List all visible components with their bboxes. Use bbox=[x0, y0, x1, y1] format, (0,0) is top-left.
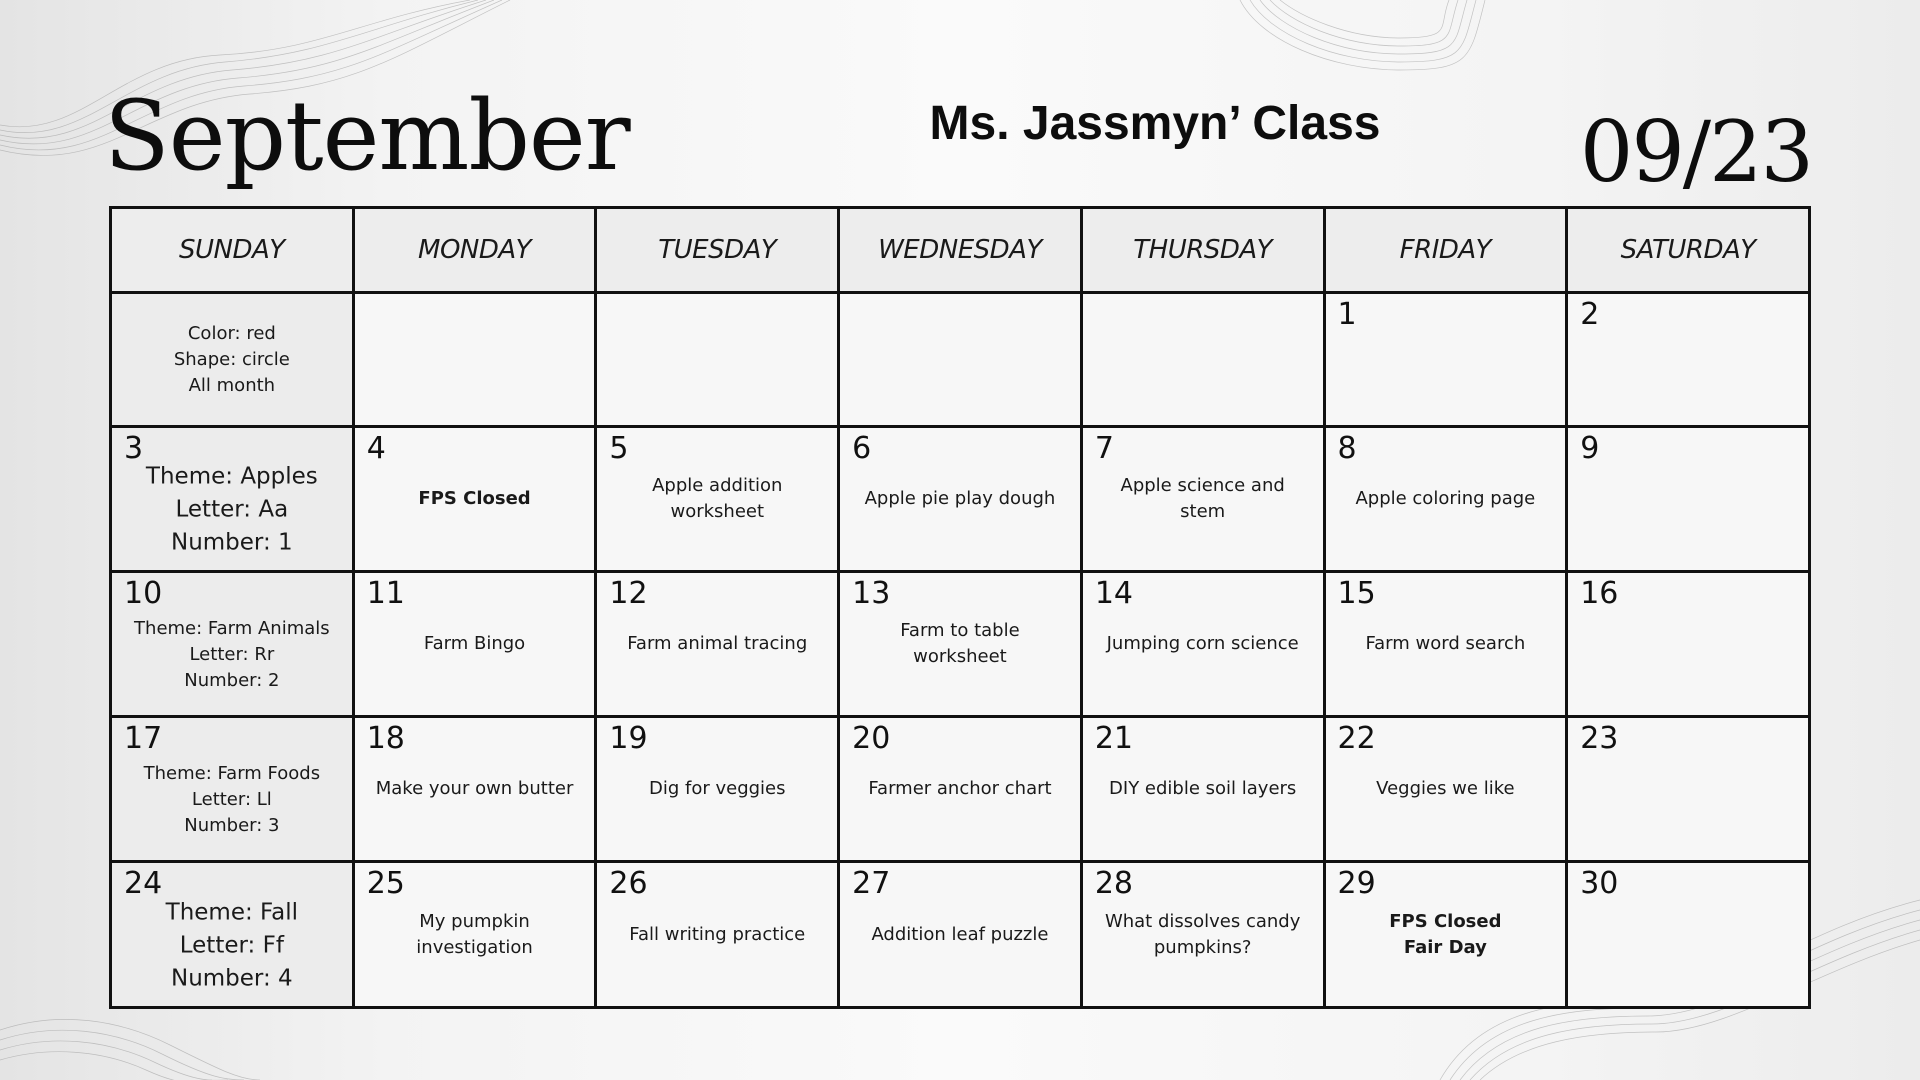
day-number: 30 bbox=[1580, 866, 1619, 901]
day-number: 2 bbox=[1580, 297, 1600, 332]
day-activity bbox=[1332, 909, 1560, 961]
day-number: 1 bbox=[1337, 297, 1357, 332]
weekday-header-sunday: SUNDAY bbox=[111, 208, 354, 293]
activity-line: All month bbox=[188, 374, 276, 396]
calendar-grid bbox=[109, 206, 1811, 1009]
day-activity bbox=[1332, 486, 1560, 512]
activity-line: Letter: Rr bbox=[189, 644, 275, 666]
day-activity bbox=[846, 486, 1074, 512]
day-cell-monday bbox=[353, 293, 596, 427]
activity-line: Veggies we like bbox=[1376, 778, 1515, 799]
day-cell-tuesday bbox=[596, 427, 839, 572]
day-cell-sunday bbox=[111, 572, 354, 717]
activity-line: Fall writing practice bbox=[629, 923, 806, 945]
weekday-header-thursday: THURSDAY bbox=[1081, 208, 1324, 293]
weekday-header-wednesday: WEDNESDAY bbox=[839, 208, 1082, 293]
weekday-header-saturday: SATURDAY bbox=[1567, 208, 1810, 293]
day-cell-thursday bbox=[1081, 427, 1324, 572]
activity-line: Farm to table bbox=[900, 620, 1020, 641]
weekday-header-friday: FRIDAY bbox=[1324, 208, 1567, 293]
activity-line: Number: 4 bbox=[171, 965, 293, 992]
day-activity bbox=[603, 776, 831, 802]
day-number: 28 bbox=[1094, 866, 1133, 901]
day-number: 22 bbox=[1337, 721, 1376, 756]
day-cell-wednesday bbox=[839, 427, 1082, 572]
day-activity bbox=[361, 486, 589, 512]
day-activity bbox=[846, 776, 1074, 802]
day-activity bbox=[118, 461, 346, 560]
activity-line: Farmer anchor chart bbox=[868, 778, 1052, 799]
day-number: 29 bbox=[1337, 866, 1376, 901]
day-cell-friday bbox=[1324, 717, 1567, 862]
day-cell-tuesday bbox=[596, 572, 839, 717]
day-number: 10 bbox=[124, 576, 163, 611]
day-cell-monday bbox=[353, 862, 596, 1008]
activity-line: Number: 2 bbox=[184, 670, 280, 692]
day-cell-wednesday bbox=[839, 293, 1082, 427]
day-number: 14 bbox=[1094, 576, 1133, 611]
activity-line: Addition leaf puzzle bbox=[871, 923, 1049, 945]
day-cell-monday bbox=[353, 717, 596, 862]
day-cell-thursday bbox=[1081, 717, 1324, 862]
day-activity bbox=[846, 922, 1074, 948]
weekday-header-monday: MONDAY bbox=[353, 208, 596, 293]
day-cell-friday bbox=[1324, 572, 1567, 717]
day-number: 24 bbox=[124, 866, 163, 901]
activity-line: Letter: Ll bbox=[191, 789, 272, 811]
day-number: 25 bbox=[366, 866, 405, 901]
day-cell-saturday bbox=[1567, 572, 1810, 717]
day-activity bbox=[1089, 631, 1317, 657]
day-number: 6 bbox=[852, 431, 872, 466]
activity-line: Color: red bbox=[187, 322, 276, 344]
day-cell-tuesday bbox=[596, 717, 839, 862]
activity-line: Farm word search bbox=[1365, 633, 1526, 654]
activity-line: pumpkins? bbox=[1153, 936, 1252, 958]
activity-line: What dissolves candy bbox=[1104, 910, 1301, 932]
day-number: 7 bbox=[1094, 431, 1114, 466]
activity-line: Farm animal tracing bbox=[627, 633, 808, 654]
day-number: 5 bbox=[609, 431, 629, 466]
day-activity bbox=[361, 776, 589, 802]
activity-line: DIY edible soil layers bbox=[1109, 778, 1297, 799]
day-number: 13 bbox=[852, 576, 891, 611]
week-row bbox=[111, 717, 1810, 862]
day-activity bbox=[603, 631, 831, 657]
activity-line: FPS Closed bbox=[1389, 910, 1502, 932]
day-activity bbox=[1332, 631, 1560, 657]
activity-line: Number: 3 bbox=[184, 815, 280, 837]
activity-line: My pumpkin bbox=[419, 910, 530, 932]
day-number: 21 bbox=[1094, 721, 1133, 756]
activity-line: Number: 1 bbox=[171, 529, 293, 556]
activity-line: Theme: Farm Animals bbox=[134, 618, 330, 640]
day-number: 26 bbox=[609, 866, 648, 901]
activity-line: Theme: Farm Foods bbox=[143, 763, 321, 785]
day-cell-wednesday bbox=[839, 572, 1082, 717]
day-activity bbox=[1089, 909, 1317, 961]
week-row bbox=[111, 293, 1810, 427]
day-cell-sunday bbox=[111, 862, 354, 1008]
day-cell-sunday bbox=[111, 717, 354, 862]
day-number: 15 bbox=[1337, 576, 1376, 611]
day-number: 3 bbox=[124, 431, 144, 466]
day-activity bbox=[118, 321, 346, 399]
day-activity bbox=[118, 616, 346, 694]
day-activity bbox=[361, 909, 589, 961]
activity-line: FPS Closed bbox=[418, 488, 531, 509]
day-cell-friday bbox=[1324, 427, 1567, 572]
activity-line: worksheet bbox=[913, 646, 1007, 667]
day-cell-monday bbox=[353, 427, 596, 572]
activity-line: Apple science and bbox=[1120, 475, 1285, 496]
activity-line: Letter: Ff bbox=[179, 932, 284, 959]
day-cell-sunday bbox=[111, 427, 354, 572]
day-number: 12 bbox=[609, 576, 648, 611]
activity-line: investigation bbox=[416, 936, 533, 958]
day-cell-saturday bbox=[1567, 427, 1810, 572]
activity-line: Make your own butter bbox=[375, 778, 574, 799]
day-number: 16 bbox=[1580, 576, 1619, 611]
day-activity bbox=[118, 761, 346, 839]
week-row bbox=[111, 862, 1810, 1008]
activity-line: Apple addition bbox=[652, 475, 783, 496]
activity-line: Shape: circle bbox=[173, 348, 290, 370]
day-cell-saturday bbox=[1567, 717, 1810, 862]
activity-line: worksheet bbox=[670, 501, 765, 522]
day-number: 9 bbox=[1580, 431, 1600, 466]
day-cell-sunday bbox=[111, 293, 354, 427]
day-cell-saturday bbox=[1567, 862, 1810, 1008]
week-row bbox=[111, 572, 1810, 717]
activity-line: Apple pie play dough bbox=[864, 488, 1056, 509]
activity-line: Fair Day bbox=[1403, 936, 1487, 958]
day-cell-wednesday bbox=[839, 717, 1082, 862]
day-number: 11 bbox=[366, 576, 405, 611]
day-number: 20 bbox=[852, 721, 891, 756]
activity-line: Theme: Fall bbox=[165, 899, 299, 926]
activity-line: Theme: Apples bbox=[145, 463, 318, 490]
day-number: 27 bbox=[852, 866, 891, 901]
weekday-header-row bbox=[111, 208, 1810, 293]
day-cell-friday bbox=[1324, 862, 1567, 1008]
day-cell-saturday bbox=[1567, 293, 1810, 427]
day-activity bbox=[603, 473, 831, 525]
day-cell-wednesday bbox=[839, 862, 1082, 1008]
class-title: Ms. Jassmyn’ Class bbox=[929, 97, 1381, 150]
day-cell-thursday bbox=[1081, 572, 1324, 717]
day-activity bbox=[118, 896, 346, 995]
activity-line: stem bbox=[1180, 501, 1226, 522]
day-number: 4 bbox=[366, 431, 386, 466]
day-number: 19 bbox=[609, 721, 648, 756]
day-activity bbox=[1089, 473, 1317, 525]
day-cell-thursday bbox=[1081, 862, 1324, 1008]
day-cell-monday bbox=[353, 572, 596, 717]
day-cell-tuesday bbox=[596, 293, 839, 427]
activity-line: Letter: Aa bbox=[175, 496, 289, 523]
activity-line: Jumping corn science bbox=[1106, 633, 1299, 654]
day-number: 23 bbox=[1580, 721, 1619, 756]
weekday-header-tuesday: TUESDAY bbox=[596, 208, 839, 293]
day-number: 18 bbox=[366, 721, 405, 756]
date-title: 09/23 bbox=[1579, 103, 1812, 201]
day-number: 17 bbox=[124, 721, 163, 756]
day-number: 8 bbox=[1337, 431, 1357, 466]
activity-line: Dig for veggies bbox=[649, 778, 786, 799]
month-title: September bbox=[104, 80, 630, 192]
day-activity bbox=[1089, 776, 1317, 802]
day-activity bbox=[603, 922, 831, 948]
day-cell-friday bbox=[1324, 293, 1567, 427]
day-cell-thursday bbox=[1081, 293, 1324, 427]
day-activity bbox=[361, 631, 589, 657]
week-row bbox=[111, 427, 1810, 572]
day-activity bbox=[1332, 776, 1560, 802]
day-activity bbox=[846, 618, 1074, 670]
day-cell-tuesday bbox=[596, 862, 839, 1008]
activity-line: Apple coloring page bbox=[1355, 488, 1536, 509]
activity-line: Farm Bingo bbox=[423, 633, 526, 654]
